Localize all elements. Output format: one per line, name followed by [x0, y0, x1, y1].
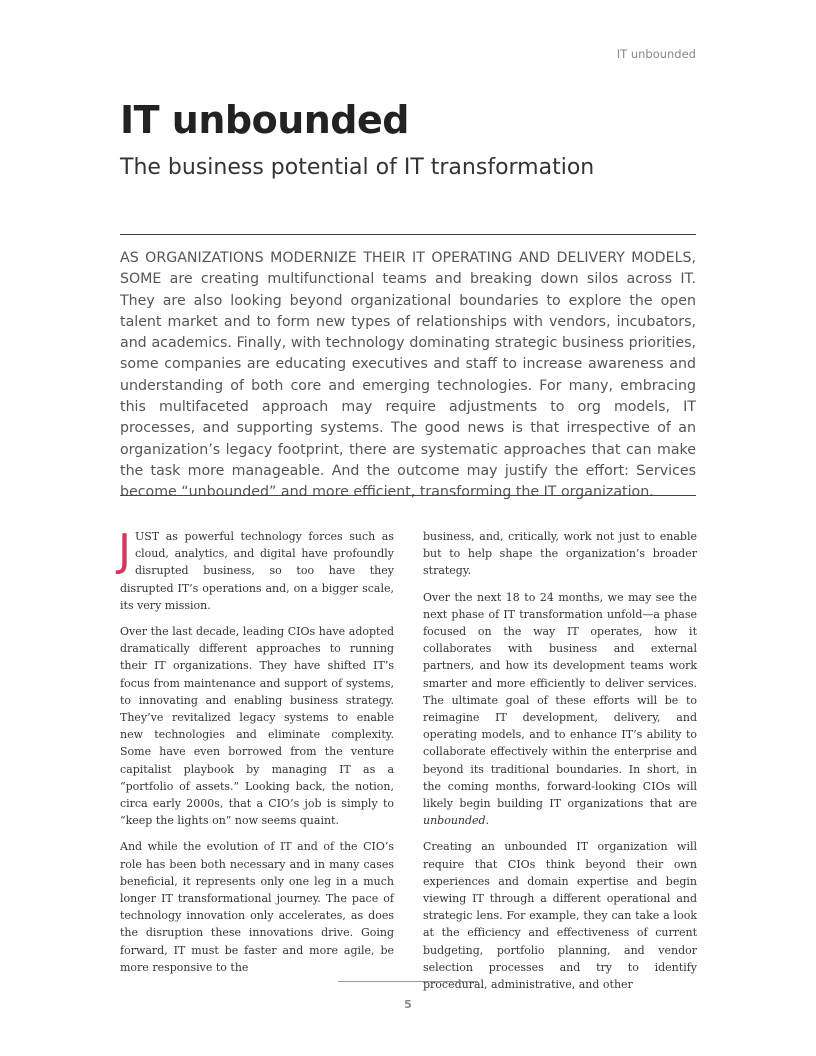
body-paragraph-4-text: Over the next 18 to 24 months, we may see the next phase of IT transformation unfold—a phase focused on the way IT operates, how it collaborates with business and external partners, and how its development teams work smarter and more efficiently to deliver services. The ultimate goal of these efforts will be to reimagine IT development, delivery, and operating models, and to enhance IT’s ability to collaborate effectively within the enterprise and beyond its traditional boundaries. In short, in the coming months, forward-looking CIOs will likely begin building IT organizations that are	[423, 590, 697, 811]
page-number: 5	[404, 998, 412, 1011]
emphasis-unbounded: unbounded	[423, 814, 486, 828]
running-header: IT unbounded	[616, 47, 696, 61]
intro-paragraph: AS ORGANIZATIONS MODERNIZE THEIR IT OPERATING AND DELIVERY MODELS, SOME are creating multifunctional teams and breaking down silos across IT. They are also looking beyond organizational boundaries to explore the open talent market and to form new types of relationships with vendors, incubators, and academics. Finally, with technology dominating strategic business priorities, some companies are educating executives and staff to increase awareness and understanding of both core and emerging technologies. For many, embracing this multifaceted approach may require adjustments to org models, IT processes, and supporting systems. The good news is that irrespective of an organization’s legacy footprint, there are systematic approaches that can make the task more manageable. And the outcome may justify the effort: Services become “unbounded” and more efficient, transforming the IT organization.	[120, 250, 696, 501]
body-paragraph-5: Creating an unbounded IT organization will require that CIOs think beyond their own experiences and domain expertise and begin viewing IT through a different operational and strategic lens. For example, they can take a look at the efficiency and effectiveness of current budgeting, portfolio planning, and vendor selection processes and try to identify procedural, administrative, and other	[423, 840, 697, 992]
body-paragraph-1-text: UST as powerful technology forces such as cloud, analytics, and digital have profoundly disrupted business, so too have they disrupted IT’s operations and, on a bigger scale, its very mission.	[120, 530, 394, 612]
drop-cap: J	[118, 525, 131, 576]
intro-divider	[120, 495, 696, 496]
top-divider	[120, 234, 696, 235]
body-paragraph-4	[423, 589, 697, 830]
body-paragraph-4-end: .	[485, 814, 490, 828]
body-paragraph-1	[118, 525, 394, 614]
body-column-right	[423, 528, 697, 1002]
body-column-left	[118, 525, 394, 985]
body-paragraph-2: Over the last decade, leading CIOs have adopted dramatically different approaches to running their IT organizations. They have shifted IT’s focus from maintenance and support of systems, to innovating and enabling business strategy. They’ve revitalized legacy systems to enable new technologies and eliminate complexity. Some have even borrowed from the venture capitalist playbook by managing IT as a “portfolio of assets.” Looking back, the notion, circa early 2000s, that a CIO’s job is simply to “keep the lights on” now seems quaint.	[120, 625, 394, 828]
body-paragraph-3: And while the evolution of IT and of the CIO’s role has been both necessary and in many cases beneficial, it represents only one leg in a much longer IT transformational journey. The pace of technology innovation only accelerates, as does the disruption these innovations drive. Going forward, IT must be faster and more agile, be more responsive to the	[120, 840, 394, 974]
page-subtitle: The business potential of IT transformation	[120, 155, 595, 180]
body-paragraph-3-continued: business, and, critically, work not just to enable but to help shape the organization’s broader strategy.	[423, 530, 697, 578]
footer-divider	[338, 981, 478, 982]
page-title: IT unbounded	[120, 98, 409, 142]
